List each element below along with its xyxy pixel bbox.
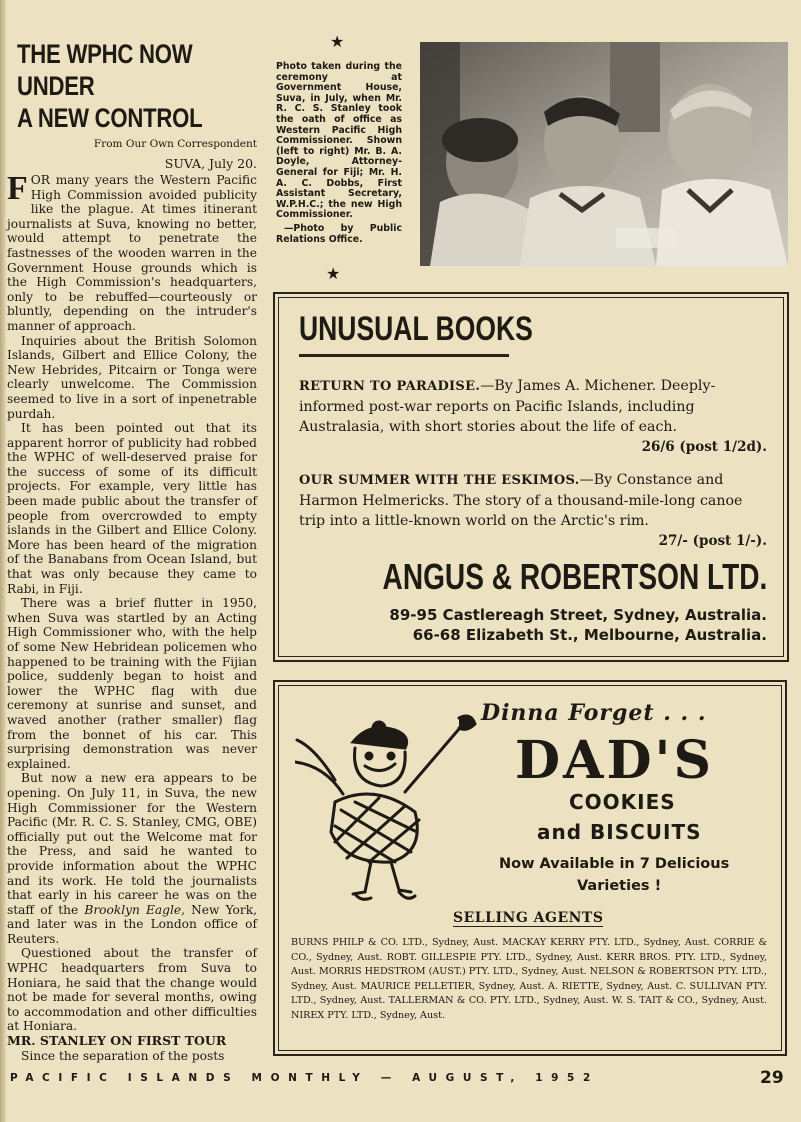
book-entry-2 [299,470,767,551]
availability-line: Now Available in 7 Delicious [499,856,730,872]
dads-cookies-advert [273,680,787,1056]
page-gutter [0,0,6,1122]
headline-line-1: THE WPHC NOW [17,39,193,69]
publisher-address-sydney: 89-95 Castlereagh Street, Sydney, Australia. [389,606,767,624]
paragraph-6: Questioned about the transfer of WPHC headquarters from Suva to Honiara, he said that the change would not be made for several months, owing to accommodation and other difficulties at Honiara. [7,946,257,1034]
photo-credit: —Photo by Public Relations Office. [276,222,402,245]
unusual-books-advert [273,292,789,662]
photo-caption [276,62,402,245]
article-column [7,38,257,1063]
book-2-description: —By Constance and Harmon Helmericks. The story of a thousand-mile-long canoe trip into a little-known world on the Arctic's rim. [299,472,743,529]
book-2-price: 27/- (post 1/-). [658,533,767,549]
running-footer: PACIFIC ISLANDS MONTHLY — AUGUST, 1952 [10,1072,599,1084]
selling-agents-list: BURNS PHILP & CO. LTD., Sydney, Aust. MACKAY KERRY PTY. LTD., Sydney, Aust. CORRIE & CO., Sydney, Aust. ROBT. GILLESPIE PTY. LTD., Sydney, Aust. KERR BROS. PTY. LTD., Sydney, Aust. MORRIS HEDSTROM (AUST.) PTY. LTD., Sydney, Aust. NELSON & ROBERTSON PTY. LTD., Sydney, Aust. MAURICE PELLETIER, Sydney, Aust. A. RIETTE, Sydney, Aust. C. SULLIVAN PTY. LTD., Sydney, Aust. TALLERMAN & CO. PTY. LTD., Sydney, Aust. W. S. TAIT & CO., Sydney, Aust. NIREX PTY. LTD., Sydney, Aust. [291,937,767,1021]
headline-line-2: UNDER [17,71,95,101]
paragraph-5-text-b: , New York, and later was in the London office of Reuters. [7,902,257,946]
star-icon: ★ [330,32,345,51]
paragraph-3: It has been pointed out that its apparent horror of publicity had robbed the WPHC of well-deserved praise for the success of some of its difficult projects. For example, very little has been made public about the transfer of people from overcrowded to empty islands in the Gilbert and Ellice Colony. More has been heard of the migration of the Banabans from Ocean Island, but that was only because they came to Rabi, in Fiji. [7,421,257,596]
article-headline [17,38,263,134]
article-dateline: SUVA, July 20. [164,156,257,171]
biscuits-label: and BISCUITS [537,820,702,844]
article-subhead: MR. STANLEY ON FIRST TOUR [7,1033,227,1049]
paragraph-2: Inquiries about the British Solomon Islands, Gilbert and Ellice Colony, the New Hebrides, Pitcairn or Tonga were clearly unwelcome. The Commission seemed to live in a sort of inpenetrable purdah. [7,333,257,421]
cookies-label: COOKIES [569,790,676,814]
article-byline: From Our Own Correspondent [93,138,257,150]
dads-brand-logo: DAD'S [515,730,715,791]
paragraph-4: There was a brief flutter in 1950, when Suva was startled by an Acting High Commissioner who, with the help of some New Hebridean policemen who happened to be training with the Fijian police, suddenly began to hoist and lower the WPHC flag with due ceremony at sunrise and sunset, and waved another (rather smaller) flag from the bonnet of his car. This surprising demonstration was never explained. [7,596,257,771]
selling-agents-heading: SELLING AGENTS [453,910,604,926]
paragraph-7: Since the separation of the posts [21,1048,225,1063]
varieties-line: Varieties ! [577,878,662,894]
publisher-name: ANGUS & ROBERTSON LTD. [382,556,767,597]
paragraph-5-text-a: But now a new era appears to be opening. On July 11, in Suva, the new High Commissioner for the Western Pacific (Mr. R. C. S. Stanley, CMG, OBE) officially put out the Welcome mat for the Press, and said he wanted to provide information about the WPHC and its work. He told the journalists that early in his career he was on the staff of the [7,771,257,917]
page-number: 29 [760,1068,784,1088]
star-icon: ★ [326,264,341,283]
paragraph-1 [7,170,257,334]
scotsman-bagpipe-mascot-icon [295,702,485,902]
paragraph-5-italic: Brooklyn Eagle [84,902,182,917]
book-1-title: RETURN TO PARADISE. [299,379,481,394]
publisher-address-melbourne: 66-68 Elizabeth St., Melbourne, Australia. [412,626,767,644]
caption-text: Photo taken during the ceremony at Government House, Suva, in July, when Mr. R. C. S. Stanley took the oath of office as Western Pacific High Commissioner. Shown (left to right) Mr. B. A. Doyle, Attorney-General for Fiji; Mr. H. A. C. Dobbs, First Assistant Secretary, W.P.H.C.; the new High Commissioner. [276,61,402,221]
paragraph-5 [7,771,257,946]
book-1-description: —By James A. Michener. Deeply-informed post-war reports on Pacific Islands, including Australasia, with short stories about the life of each. [299,378,716,435]
book-1-price: 26/6 (post 1/2d). [641,439,767,455]
book-entry-1 [299,376,767,457]
drop-cap: F [7,170,28,207]
paragraph-1-text: OR many years the Western Pacific High Commission avoided publicity like the plague. At times itinerant journalists at Suva, knowing no better, would attempt to penetrate the fastnesses of the wooden warren in the Government House grounds which is the High Commission's headquarters, only to be rebuffed—courteously or bluntly, depending on the intruder's manner of approach. [7,173,257,333]
title-divider [299,354,509,357]
books-ad-title: UNUSUAL BOOKS [299,310,533,348]
dinna-forget-tagline: Dinna Forget . . . [481,700,707,726]
book-2-title: OUR SUMMER WITH THE ESKIMOS. [299,473,580,488]
ceremony-photo [420,42,788,266]
article-body [7,170,257,1063]
headline-line-3: A NEW CONTROL [17,103,203,133]
